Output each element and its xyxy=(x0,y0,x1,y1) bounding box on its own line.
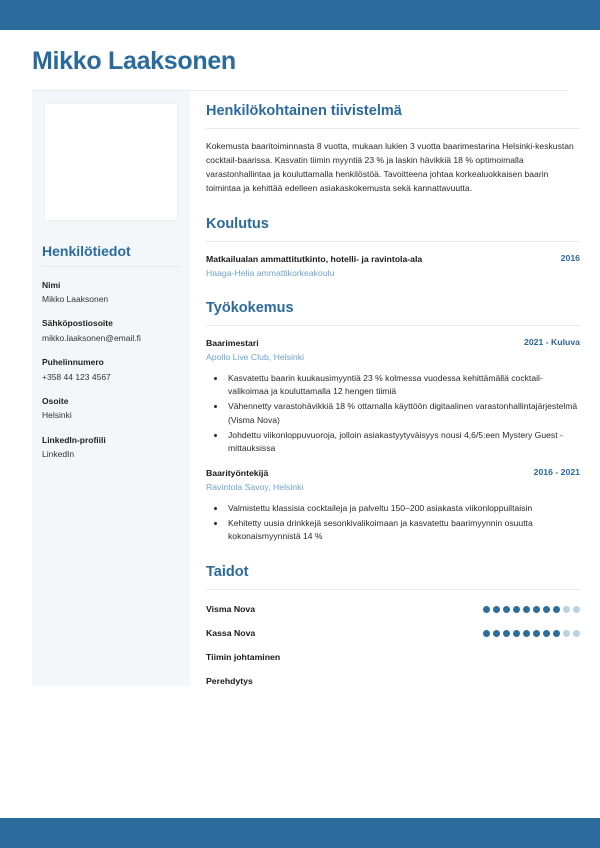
experience-bullet: • Johdettu viikonloppuvuoroja, jolloin asiakastyytyväisyys nousi 4,6/5:een Mystery Guest -mittauksissa xyxy=(226,429,580,457)
section-title-summary: Henkilökohtainen tiivistelmä xyxy=(206,102,402,119)
experience-bullet: • Kehitetty uusia drinkkejä sesonkivalikoimaan ja kasvatettu baarimyynnin osuutta kokonaismyynnistä 14 % xyxy=(226,517,580,545)
skill-level-meter xyxy=(483,606,580,613)
section-title-skills: Taidot xyxy=(206,564,249,581)
contact-list xyxy=(32,280,190,461)
education-entry xyxy=(206,253,580,280)
experience-date: 2016 - 2021 xyxy=(533,467,580,478)
contact-label: LinkedIn-profiili xyxy=(42,434,106,445)
experience-role: Baarimestari xyxy=(206,338,259,349)
section-divider xyxy=(206,128,580,129)
experience-entry xyxy=(206,467,580,544)
skill-dot-filled xyxy=(483,606,490,613)
contact-item xyxy=(32,435,190,461)
contact-value: Helsinki xyxy=(42,410,72,421)
section-education xyxy=(206,216,580,280)
section-divider xyxy=(206,589,580,590)
photo-placeholder xyxy=(44,103,178,221)
section-skills xyxy=(206,564,580,686)
contact-item xyxy=(32,318,190,344)
contact-label: Nimi xyxy=(42,279,61,290)
experience-bullet: • Valmistettu klassisia cocktaileja ja palveltu 150–200 asiakasta viikonloppuiltaisin xyxy=(226,502,580,516)
skill-dot-filled xyxy=(513,606,520,613)
sidebar-divider xyxy=(42,266,180,267)
skill-row xyxy=(206,676,580,686)
skill-dot-filled xyxy=(553,606,560,613)
skill-dot-filled xyxy=(523,630,530,637)
experience-employer: Ravintola Savoy, Helsinki xyxy=(206,481,304,492)
page-title: Mikko Laaksonen xyxy=(32,47,236,75)
bottom-accent-bar xyxy=(0,818,600,848)
section-title-education: Koulutus xyxy=(206,215,269,232)
contact-value: Mikko Laaksonen xyxy=(42,293,109,304)
experience-bullet-list xyxy=(206,372,580,457)
contact-item xyxy=(32,396,190,422)
skills-list xyxy=(206,604,580,686)
section-summary xyxy=(206,103,580,196)
skill-row xyxy=(206,628,580,638)
skill-name: Tiimin johtaminen xyxy=(206,652,281,663)
contact-value: LinkedIn xyxy=(42,449,75,460)
education-date: 2016 xyxy=(560,252,580,263)
skill-dot-empty xyxy=(573,606,580,613)
skill-dot-filled xyxy=(483,630,490,637)
skill-dot-filled xyxy=(533,606,540,613)
skill-dot-filled xyxy=(533,630,540,637)
entry-header xyxy=(206,337,580,350)
contact-value: mikko.laaksonen@email.fi xyxy=(42,332,141,343)
experience-role: Baarityöntekijä xyxy=(206,468,269,479)
sidebar-section-title-personal-details: Henkilötiedot xyxy=(42,242,131,259)
experience-entry xyxy=(206,337,580,456)
experience-list xyxy=(206,337,580,544)
skill-dot-filled xyxy=(543,630,550,637)
skill-dot-empty xyxy=(563,630,570,637)
contact-label: Sähköpostiosoite xyxy=(42,318,113,329)
section-divider xyxy=(206,325,580,326)
entry-header xyxy=(206,467,580,480)
contact-item xyxy=(32,357,190,383)
skill-dot-filled xyxy=(553,630,560,637)
summary-text: Kokemusta baaritoiminnasta 8 vuotta, mukaan lukien 3 vuotta baarimestarina Helsinki-keskustan cocktail-baarissa. Kasvatin tiimin myyntiä 23 % ja laskin hävikkiä 18 % optimoimalla varastonhallintaa ja kouluttamalla henkilöstöä. Tavoitteena johtaa korkealuokkaisen baarin toimintaa ja kehittää edelleen asiakaskokemusta sekä kannattavuutta. xyxy=(206,140,574,193)
skill-name: Kassa Nova xyxy=(206,628,256,639)
name-block xyxy=(32,48,568,91)
page-content xyxy=(0,30,600,818)
experience-bullet: • Kasvatettu baarin kuukausimyyntiä 23 % kolmessa vuodessa kehittämällä cocktail-valikoimaa ja kouluttamalla 12 hengen tiimiä xyxy=(226,372,580,400)
experience-bullet: • Vähennetty varastohävikkiä 18 % ottamalla käyttöön digitaalinen varastonhallintajärjestelmä (Visma Nova) xyxy=(226,400,580,428)
contact-item xyxy=(32,280,190,306)
skill-level-meter xyxy=(483,630,580,637)
skill-row xyxy=(206,604,580,614)
section-experience xyxy=(206,300,580,544)
skill-name: Perehdytys xyxy=(206,676,253,687)
skill-name: Visma Nova xyxy=(206,604,256,615)
entry-header xyxy=(206,253,580,266)
experience-date: 2021 - Kuluva xyxy=(523,337,580,348)
two-column-layout xyxy=(0,91,600,687)
contact-value: +358 44 123 4567 xyxy=(42,371,111,382)
skill-dot-filled xyxy=(503,606,510,613)
skill-dot-filled xyxy=(493,606,500,613)
skill-row xyxy=(206,652,580,662)
top-accent-bar xyxy=(0,0,600,30)
main-column xyxy=(206,91,580,687)
section-divider xyxy=(206,241,580,242)
contact-label: Puhelinnumero xyxy=(42,357,104,368)
education-degree: Matkailualan ammattitutkinto, hotelli- ja ravintola-ala xyxy=(206,253,423,264)
contact-label: Osoite xyxy=(42,395,69,406)
skill-dot-filled xyxy=(493,630,500,637)
sidebar xyxy=(32,91,190,687)
experience-employer: Apollo Live Club, Helsinki xyxy=(206,351,305,362)
skill-dot-filled xyxy=(513,630,520,637)
section-title-experience: Työkokemus xyxy=(206,299,294,316)
skill-dot-empty xyxy=(573,630,580,637)
skill-dot-filled xyxy=(503,630,510,637)
education-list xyxy=(206,253,580,280)
experience-bullet-list xyxy=(206,502,580,544)
skill-dot-filled xyxy=(543,606,550,613)
skill-dot-filled xyxy=(523,606,530,613)
education-school: Haaga-Helia ammattikorkeakoulu xyxy=(206,267,335,278)
skill-dot-empty xyxy=(563,606,570,613)
